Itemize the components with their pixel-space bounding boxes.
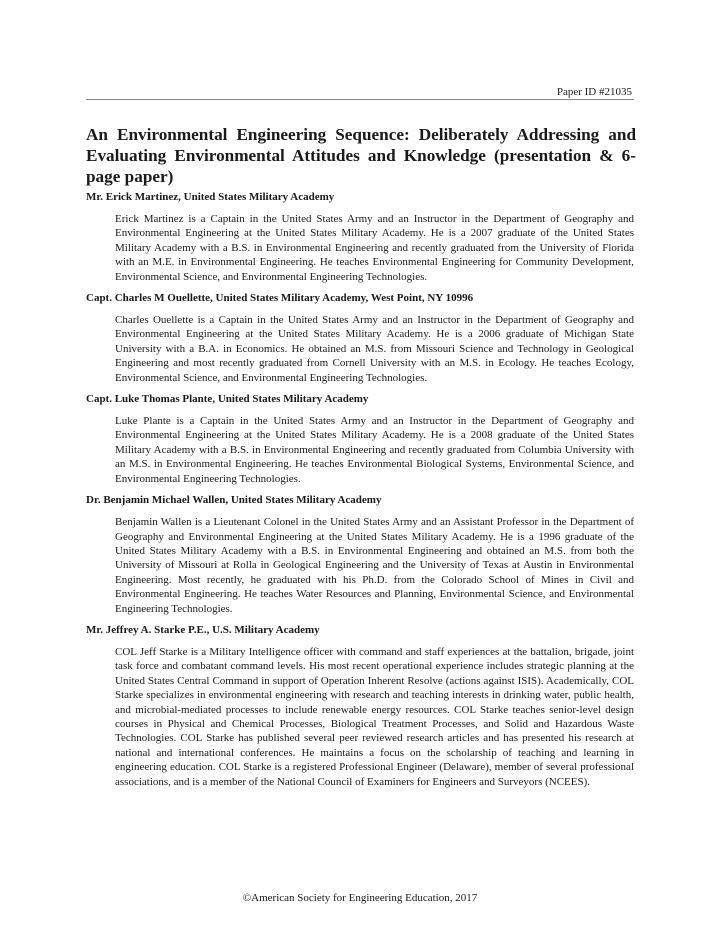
author-name: Capt. Charles M Ouellette, United States Military Academy, West Point, NY 10996 bbox=[86, 292, 474, 305]
author-name: Mr. Erick Martinez, United States Military Academy bbox=[86, 191, 335, 203]
paper-id: Paper ID #21035 bbox=[556, 86, 632, 98]
copyright-icon: © bbox=[242, 892, 252, 904]
author-entry bbox=[86, 190, 634, 284]
author-entry bbox=[86, 623, 634, 789]
author-name: Dr. Benjamin Michael Wallen, United States Military Academy bbox=[86, 494, 382, 507]
author-name: Mr. Jeffrey A. Starke P.E., U.S. Military Academy bbox=[86, 623, 320, 636]
author-bio: Charles Ouellette is a Captain in the United States Army and an Instructor in the Department of Geography and Environmental Engineering at the United States Military Academy. He is a 2006 graduate of Michigan State University with a B.A. in Economics. He obtained an M.S. from Missouri Science and Technology in Geological Engineering and most recently graduated from Cornell University with an M.S. in Ecology. He teaches Ecology, Environmental Science, and Environmental Engineering Technologies. bbox=[115, 314, 634, 384]
footer-text: American Society for Engineering Education, 2017 bbox=[251, 892, 478, 904]
author-entry bbox=[86, 291, 634, 385]
author-entry bbox=[86, 493, 634, 616]
author-bio: Benjamin Wallen is a Lieutenant Colonel in the United States Army and an Assistant Professor in the Department of Geography and Environmental Engineering at the United States Military Academy. He is a 1996 graduate of the United States Military Academy with a B.S. in Environmental Engineering and obtained an M.S. from both the University of Missouri at Rolla in Geological Engineering and the University of Texas at Austin in Environmental Engineering. Most recently, he graduated with his Ph.D. from the Colorado School of Mines in Civil and Environmental Engineering. He teaches Water Resources and Planning, Environmental Science, and Environmental Engineering Technologies. bbox=[115, 516, 634, 615]
footer bbox=[0, 891, 720, 905]
header-divider bbox=[86, 99, 634, 100]
author-bio: Erick Martinez is a Captain in the United States Army and an Instructor in the Department of Geography and Environmental Engineering at the United States Military Academy. He is a 2007 graduate of the United States Military Academy with a B.S. in Environmental Engineering and recently graduated from the University of Florida with an M.E. in Environmental Engineering. He teaches Environmental Engineering for Community Development, Environmental Science, and Environmental Engineering Technologies. bbox=[115, 213, 634, 283]
author-bio: COL Jeff Starke is a Military Intelligence officer with command and staff experiences at the battalion, brigade, joint task force and combatant command levels. His most recent operational experience includes strategic planning at the United States Central Command in support of Operation Inherent Resolve (actions against ISIS). Academically, COL Starke specializes in environmental engineering with research and teaching interests in drinking water, public health, and microbial-mediated processes to include renewable energy resources. COL Starke teaches senior-level design courses in Physical and Chemical Processes, Biological Treatment Processes, and Solid and Hazardous Waste Technologies. COL Starke has published several peer reviewed research articles and has presented his research at national and international conferences. He maintains a focus on the scholarship of teaching and learning in engineering education. COL Starke is a registered Professional Engineer (Delaware), member of several professional associations, and is a member of the National Council of Examiners for Engineers and Surveyors (NCEES). bbox=[115, 645, 634, 788]
author-name: Capt. Luke Thomas Plante, United States Military Academy bbox=[86, 393, 369, 406]
author-bio: Luke Plante is a Captain in the United States Army and an Instructor in the Department of Geography and Environmental Engineering at the United States Military Academy. He is a 2008 graduate of the United States Military Academy with a B.S. in Environmental Engineering and recently graduated from Columbia University with an M.S. in Environmental Engineering. He teaches Environmental Biological Systems, Environmental Science, and Environmental Engineering Technologies. bbox=[115, 415, 634, 485]
author-list bbox=[86, 190, 634, 796]
paper-title: An Environmental Engineering Sequence: Deliberately Addressing and Evaluating Environmental Attitudes and Knowledge (presentation & 6-page paper) bbox=[86, 125, 636, 186]
author-entry bbox=[86, 392, 634, 486]
